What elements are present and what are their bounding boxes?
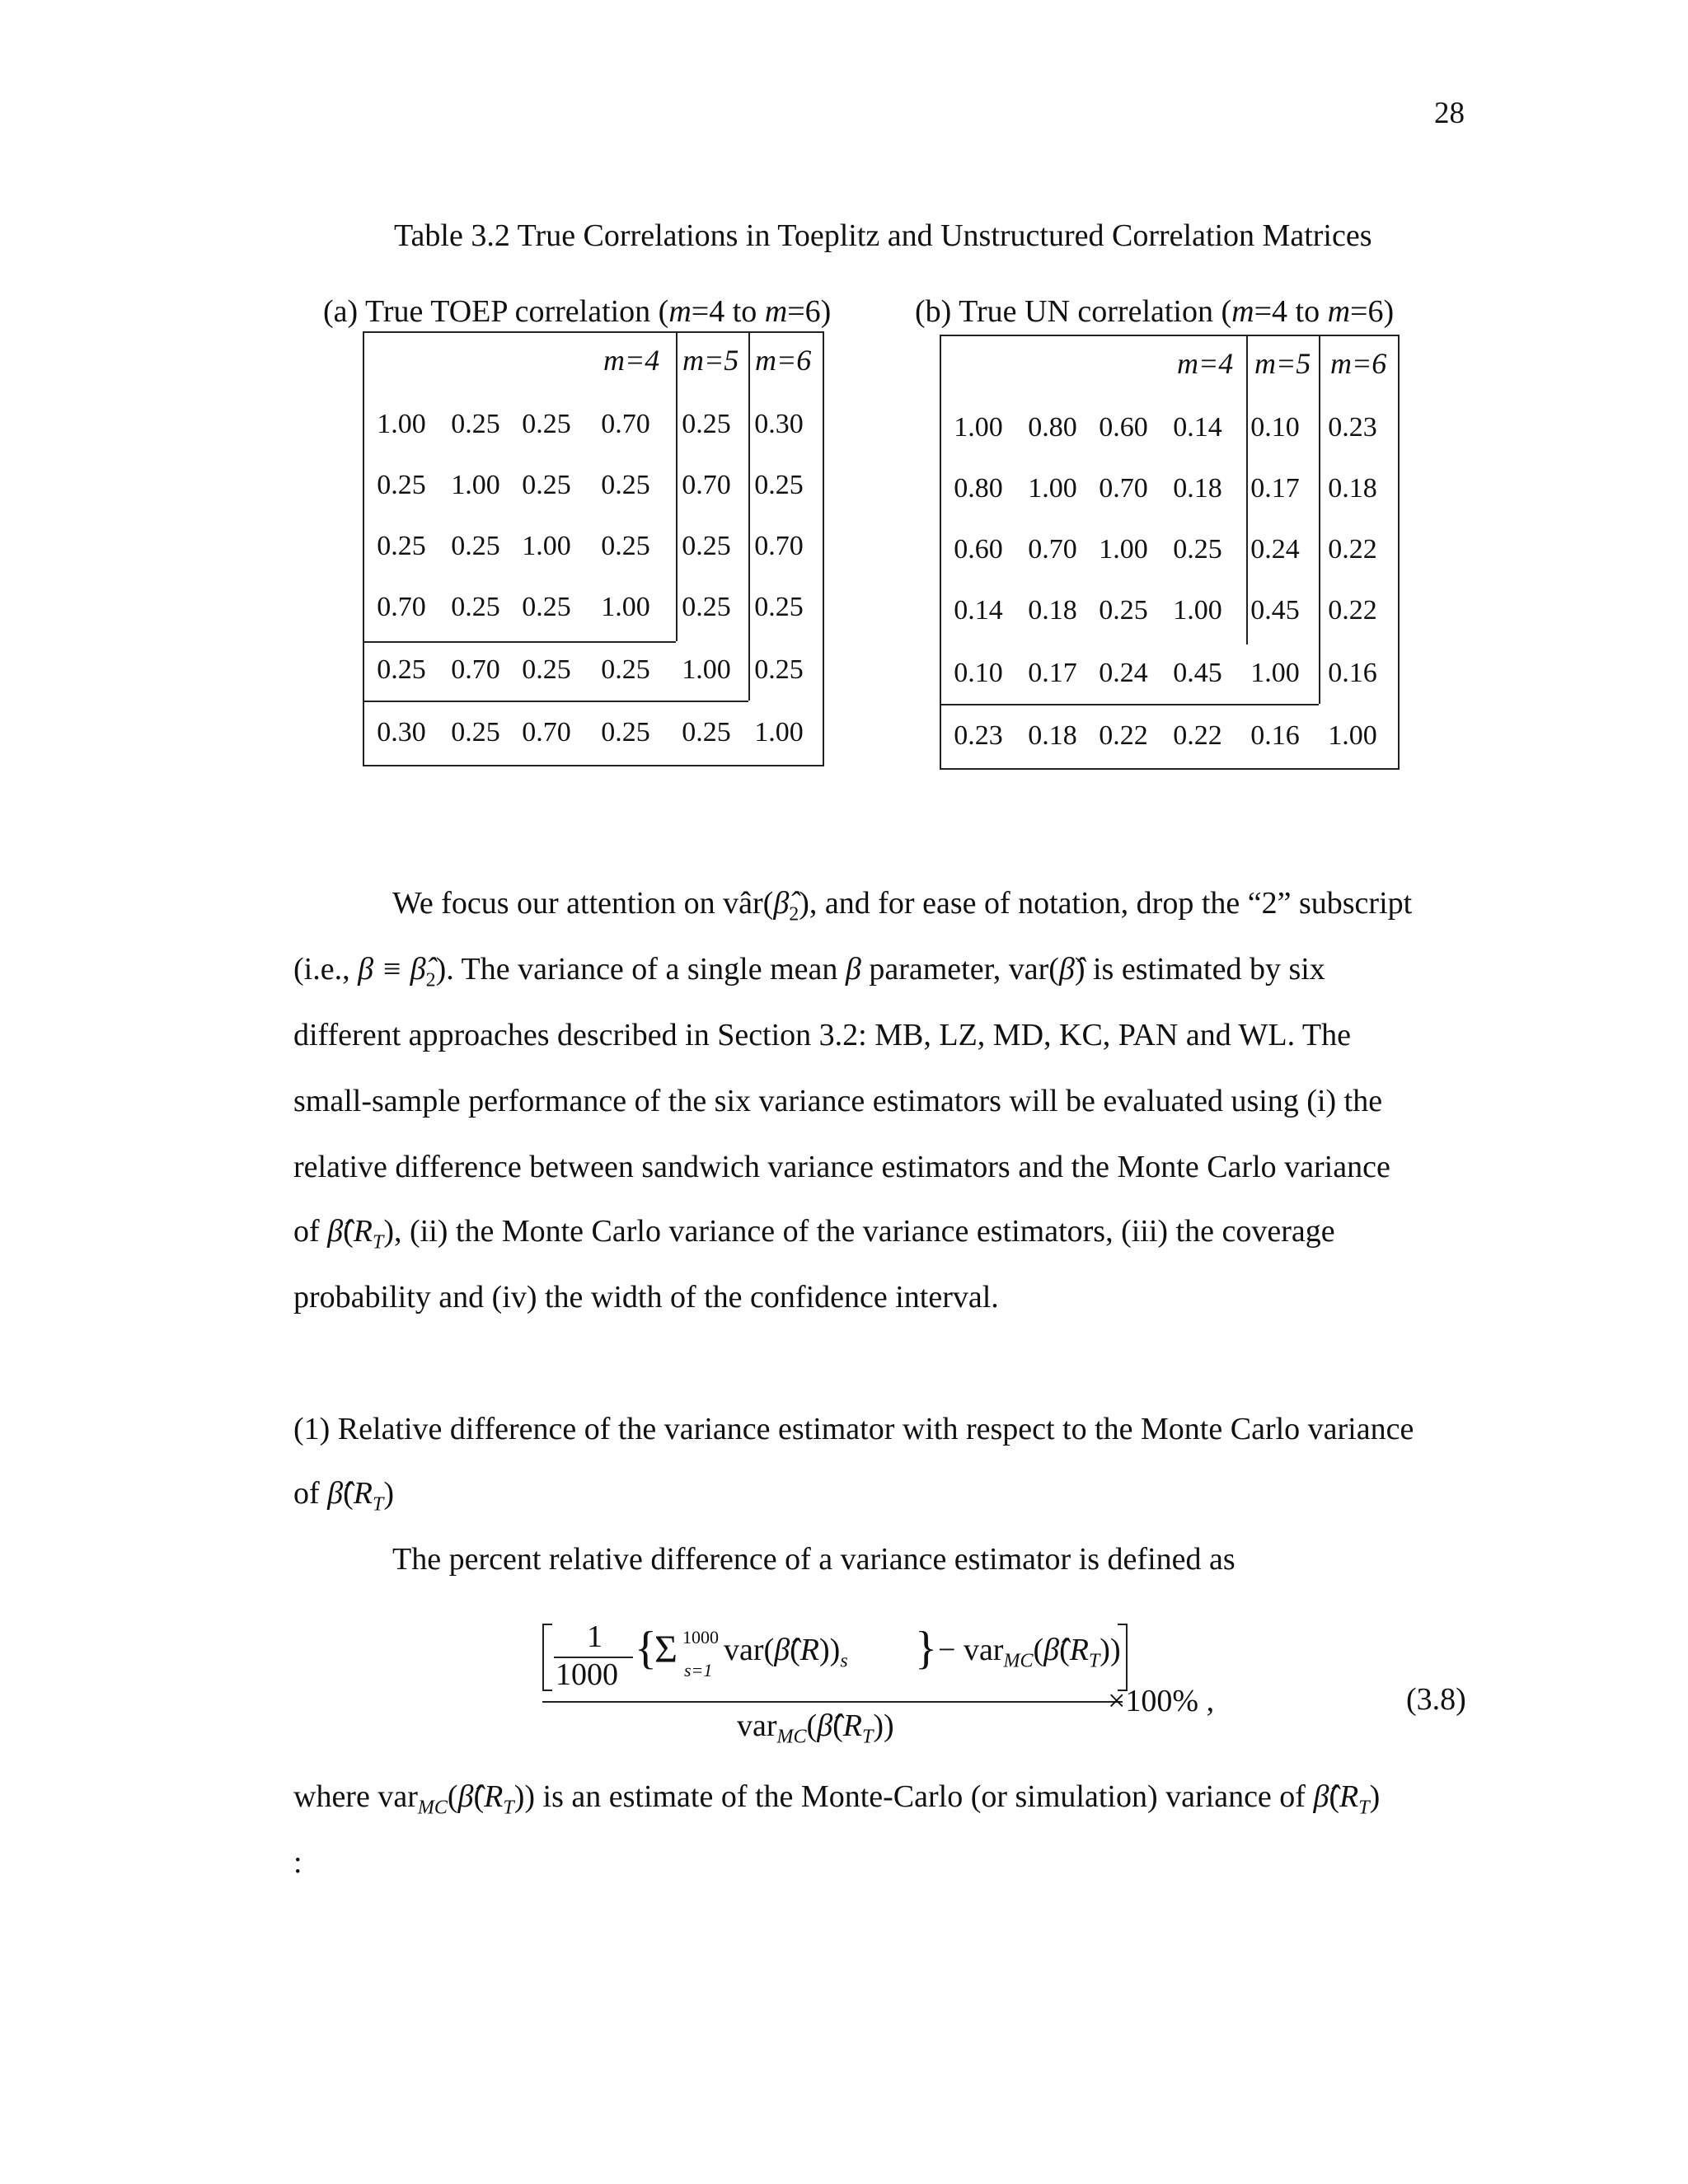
equation-number: (3.8) — [1406, 1682, 1466, 1717]
matrix-cell: 0.25 — [451, 592, 500, 622]
matrix-cell: 0.23 — [1328, 412, 1377, 443]
matrix-cell: 0.70 — [522, 717, 571, 748]
matrix-cell: 1.00 — [954, 412, 1003, 443]
matrix-rule — [748, 333, 750, 701]
matrix-cell: 0.25 — [522, 654, 571, 685]
matrix-cell: 1.00 — [451, 470, 500, 500]
matrix-cell: 0.25 — [682, 717, 731, 748]
matrix-cell: 1.00 — [1173, 595, 1222, 626]
matrix-cell: 0.25 — [601, 531, 650, 561]
matrix-cell: 0.60 — [954, 534, 1003, 565]
matrix-cell: 1.00 — [522, 531, 571, 561]
matrix-cell: 0.22 — [1099, 720, 1148, 751]
matrix-cell: 0.25 — [377, 470, 426, 500]
matrix-cell: 1.00 — [1028, 473, 1077, 504]
header-m5: m=5 — [1254, 347, 1311, 380]
matrix-cell: 0.17 — [1028, 658, 1077, 688]
matrix-cell: 1.00 — [601, 592, 650, 622]
matrix-cell: 0.25 — [522, 470, 571, 500]
definition-sentence: The percent relative difference of a variance estimator is defined as — [392, 1542, 1236, 1577]
matrix-cell: 0.14 — [1173, 412, 1222, 443]
left-brace: { — [635, 1623, 657, 1674]
matrix-cell: 1.00 — [377, 409, 426, 439]
section-heading-line-2: of $\betâ(R_T)$ — [293, 1476, 394, 1516]
matrix-cell: 0.25 — [754, 592, 804, 622]
matrix-cell: 0.45 — [1173, 658, 1222, 688]
matrix-cell: 0.70 — [1028, 534, 1077, 565]
header-m5: m=5 — [682, 344, 739, 377]
table-b-title: (b) True UN correlation (m=4 to m=6) — [915, 294, 1395, 329]
toep-correlation-matrix — [363, 331, 824, 766]
matrix-cell: 0.22 — [1328, 595, 1377, 626]
matrix-cell: 0.18 — [1028, 720, 1077, 751]
matrix-cell: 0.22 — [1173, 720, 1222, 751]
matrix-cell: 0.18 — [1328, 473, 1377, 504]
matrix-cell: 0.25 — [1173, 534, 1222, 565]
matrix-cell: 0.80 — [1028, 412, 1077, 443]
table-caption: Table 3.2 True Correlations in Toeplitz and Unstructured Correlation Matrices — [394, 218, 1372, 253]
matrix-cell: 0.25 — [682, 531, 731, 561]
matrix-cell: 0.60 — [1099, 412, 1148, 443]
header-m6: m=6 — [1330, 347, 1387, 380]
times-100-percent: ×100% , — [1108, 1684, 1215, 1718]
matrix-cell: 0.17 — [1250, 473, 1300, 504]
matrix-cell: 0.10 — [954, 658, 1003, 688]
paragraph-line-4: small-sample performance of the six variance estimators will be evaluated using (i) the — [293, 1084, 1383, 1118]
page-number: 28 — [1434, 96, 1465, 130]
table-a-title: (a) True TOEP correlation (m=4 to m=6) — [323, 294, 832, 329]
matrix-rule — [1246, 336, 1248, 644]
trailing-colon: : — [293, 1845, 302, 1880]
fraction-denominator-1000: 1000 — [556, 1657, 618, 1692]
matrix-cell: 0.23 — [954, 720, 1003, 751]
matrix-cell: 0.70 — [754, 531, 804, 561]
paragraph-line-2: (i.e., $\beta \equiv \betâ_2$). The variance of a single mean β parameter, var(β̂) is estimated by six — [293, 952, 1325, 991]
matrix-rule — [364, 701, 748, 702]
matrix-cell: 0.25 — [522, 592, 571, 622]
matrix-cell: 0.25 — [754, 654, 804, 685]
matrix-cell: 0.25 — [754, 470, 804, 500]
matrix-rule — [1319, 336, 1320, 704]
matrix-cell: 0.14 — [954, 595, 1003, 626]
paragraph-line-3: different approaches described in Section 3.2: MB, LZ, MD, KC, PAN and WL. The — [293, 1018, 1351, 1052]
matrix-cell: 0.16 — [1250, 720, 1300, 751]
main-fraction-line — [542, 1701, 1123, 1703]
matrix-cell: 0.70 — [451, 654, 500, 685]
header-m4: m=4 — [1177, 347, 1234, 380]
matrix-cell: 0.25 — [682, 409, 731, 439]
matrix-cell: 0.25 — [377, 654, 426, 685]
left-square-bracket — [542, 1624, 552, 1691]
matrix-cell: 0.25 — [451, 409, 500, 439]
right-square-bracket — [1118, 1624, 1128, 1691]
matrix-cell: 0.25 — [682, 592, 731, 622]
matrix-cell: 0.22 — [1328, 534, 1377, 565]
header-m4: m=4 — [603, 344, 660, 377]
matrix-rule — [941, 704, 1319, 705]
matrix-cell: 1.00 — [1099, 534, 1148, 565]
matrix-cell: 0.30 — [754, 409, 804, 439]
matrix-cell: 0.18 — [1028, 595, 1077, 626]
sum-symbol: Σ — [654, 1628, 678, 1671]
matrix-cell: 0.25 — [1099, 595, 1148, 626]
fraction-numerator-one: 1 — [587, 1619, 603, 1654]
section-heading-line-1: (1) Relative difference of the variance estimator with respect to the Monte Carlo variance — [293, 1412, 1414, 1446]
matrix-cell: 0.10 — [1250, 412, 1300, 443]
matrix-cell: 0.30 — [377, 717, 426, 748]
matrix-cell: 0.70 — [1099, 473, 1148, 504]
matrix-rule — [364, 641, 676, 643]
un-correlation-matrix — [940, 335, 1400, 770]
right-brace: } — [915, 1623, 937, 1674]
matrix-cell: 0.25 — [451, 531, 500, 561]
matrix-cell: 0.25 — [601, 470, 650, 500]
matrix-cell: 0.24 — [1099, 658, 1148, 688]
matrix-cell: 0.18 — [1173, 473, 1222, 504]
matrix-cell: 0.80 — [954, 473, 1003, 504]
where-line: where $var_{MC}(\betâ(R_T))$ is an estimate of the Monte-Carlo (or simulation) variance of $\betâ(R_T)$ — [293, 1779, 1381, 1819]
matrix-cell: 1.00 — [754, 717, 804, 748]
matrix-cell: 0.25 — [601, 717, 650, 748]
matrix-cell: 0.70 — [377, 592, 426, 622]
equation-3-8 — [542, 1615, 1215, 1755]
matrix-cell: 0.70 — [601, 409, 650, 439]
paragraph-line-1: We focus our attention on $vâr(\betâ_2)$, and for ease of notation, drop the “2” subscript — [392, 886, 1413, 926]
paragraph-line-7: probability and (iv) the width of the confidence interval. — [293, 1280, 999, 1315]
paragraph-line-5: relative difference between sandwich variance estimators and the Monte Carlo variance — [293, 1150, 1390, 1184]
matrix-cell: 0.25 — [451, 717, 500, 748]
matrix-cell: 0.25 — [522, 409, 571, 439]
matrix-rule — [676, 333, 678, 641]
matrix-cell: 0.70 — [682, 470, 731, 500]
matrix-cell: 0.25 — [601, 654, 650, 685]
matrix-cell: 1.00 — [682, 654, 731, 685]
sum-upper-limit: 1000 — [682, 1627, 719, 1647]
matrix-cell: 1.00 — [1250, 658, 1300, 688]
paragraph-line-6: of $\betâ(R_T)$, (ii) the Monte Carlo variance of the variance estimators, (iii) the coverage — [293, 1214, 1335, 1254]
matrix-cell: 0.45 — [1250, 595, 1300, 626]
header-m6: m=6 — [755, 344, 812, 377]
minus-var-mc: − $var_{MC}(\betâ(R_T))$ — [938, 1633, 1121, 1672]
matrix-cell: 0.25 — [377, 531, 426, 561]
matrix-cell: 0.16 — [1328, 658, 1377, 688]
denominator-var-mc: $var_{MC}(\betâ(R_T))$ — [737, 1708, 894, 1748]
matrix-cell: 0.24 — [1250, 534, 1300, 565]
sum-lower-limit: s=1 — [684, 1660, 713, 1680]
var-beta-r-s: $var(\betâ(R))_s$ — [724, 1633, 848, 1672]
matrix-cell: 1.00 — [1328, 720, 1377, 751]
